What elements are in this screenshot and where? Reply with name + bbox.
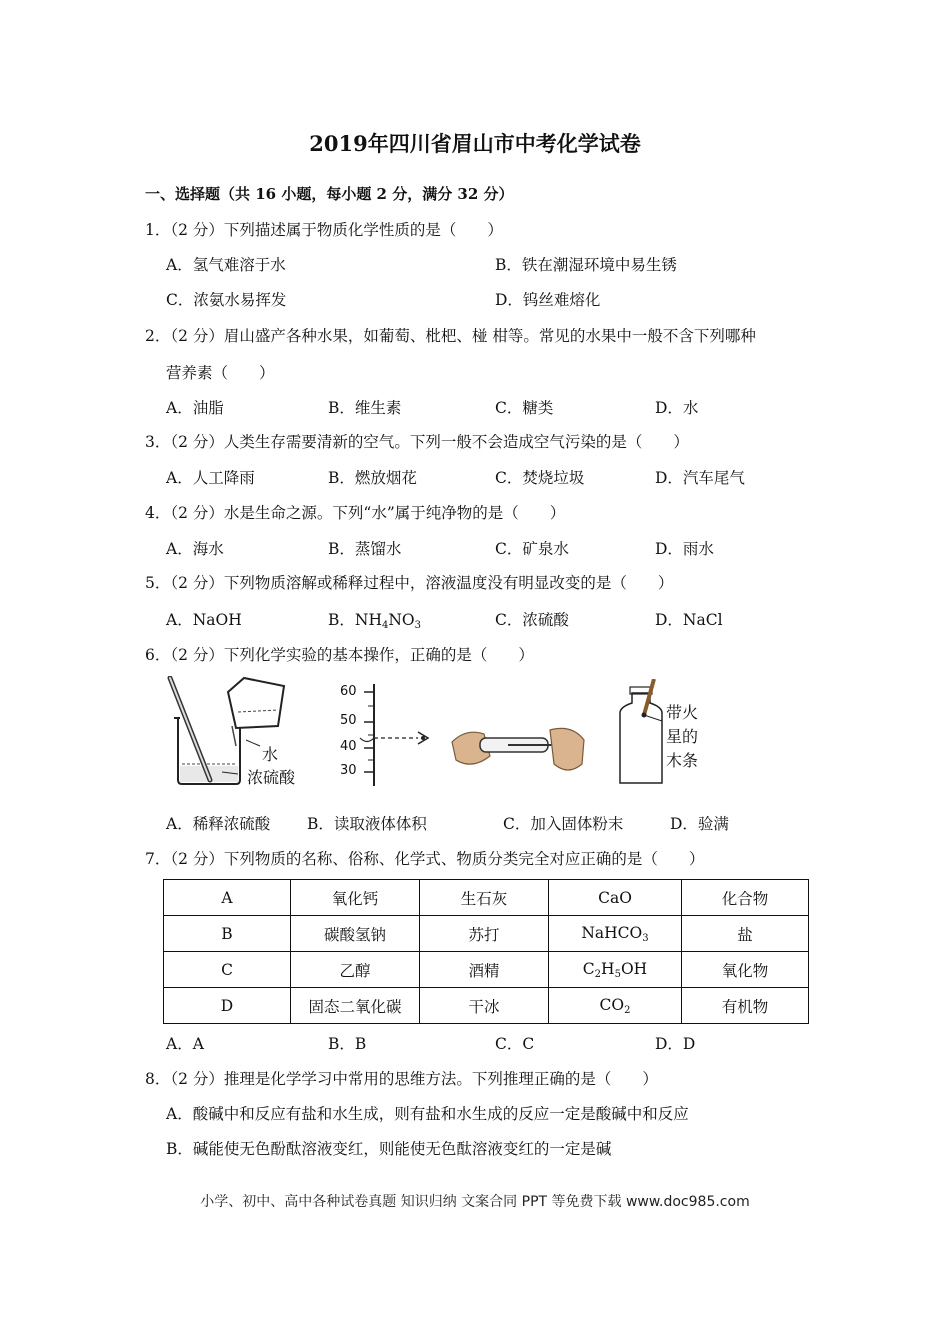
q8-option-b: B．碱能使无色酚酞溶液变红，则能使无色酞溶液变红的一定是碱 [166,1140,612,1158]
q6-option-c: C．加入固体粉末 [503,815,624,833]
q3-option-c: C．焚烧垃圾 [495,469,585,487]
q4-option-a: A．海水 [166,540,224,558]
fig-b-tick-40: 40 [340,739,357,754]
q5-option-c: C．浓硫酸 [495,611,569,629]
q7-option-c: C．C [495,1035,535,1053]
q1-option-a: A．氢气难溶于水 [166,256,286,274]
table-row [164,952,809,988]
table-cell: A [164,880,291,916]
page-title: 2019年四川省眉山市中考化学试卷 [309,131,641,156]
q8-option-a: A．酸碱中和反应有盐和水生成，则有盐和水生成的反应一定是酸碱中和反应 [166,1105,689,1123]
question-7-stem: 7．（2 分）下列物质的名称、俗称、化学式、物质分类完全对应正确的是（ ） [145,850,705,868]
section-heading: 一、选择题（共 16 小题，每小题 2 分，满分 32 分） [145,185,514,203]
table-cell: $C_2H_5OH$ [549,952,682,988]
question-8-stem: 8．（2 分）推理是化学学习中常用的思维方法。下列推理正确的是（ ） [145,1070,658,1088]
table-cell: C [164,952,291,988]
page-footer: 小学、初中、高中各种试卷真题 知识归纳 文案合同 PPT 等免费下载 www.doc985.com [200,1194,750,1210]
q3-option-a: A．人工降雨 [166,469,255,487]
q2-option-a: A．油脂 [166,399,224,417]
question-3-stem: 3．（2 分）人类生存需要清新的空气。下列一般不会造成空气污染的是（ ） [145,433,689,451]
fig-b-tick-60: 60 [340,684,357,699]
table-row [164,988,809,1024]
fig-a-acid-label: 浓硫酸 [247,768,296,787]
q2-option-b: B．维生素 [328,399,402,417]
q4-option-d: D．雨水 [655,540,714,558]
table-cell: B [164,916,291,952]
figure-full-test [610,679,668,785]
table-cell: 化合物 [682,880,809,916]
question-2-stem: 2．（2 分）眉山盛产各种水果，如葡萄、枇杷、椪 柑等。常见的水果中一般不含下列哪种 [145,327,756,345]
table-cell: 生石灰 [420,880,549,916]
q4-option-c: C．矿泉水 [495,540,569,558]
q5-option-b: B．$NH_4NO_3$ [328,611,422,631]
table-cell: 氧化物 [682,952,809,988]
table-cell: D [164,988,291,1024]
q4-option-b: B．蒸馏水 [328,540,402,558]
question-1-stem: 1．（2 分）下列描述属于物质化学性质的是（ ） [145,221,503,239]
q1-option-c: C．浓氨水易挥发 [166,291,287,309]
fig-b-tick-30: 30 [340,763,357,778]
q2-option-c: C．糖类 [495,399,554,417]
q5-option-a: A．NaOH [166,611,242,629]
q7-option-a: A．A [166,1035,204,1053]
q6-option-b: B．读取液体体积 [307,815,427,833]
table-cell: 碳酸氢钠 [291,916,420,952]
q1-option-d: D．钨丝难熔化 [495,291,601,309]
q3-option-d: D．汽车尾气 [655,469,745,487]
table-cell: 有机物 [682,988,809,1024]
fig-d-label-2: 星的 [666,727,699,746]
q5-option-d: D．NaCl [655,611,723,629]
question-6-stem: 6．（2 分）下列化学实验的基本操作，正确的是（ ） [145,646,534,664]
question-5-stem: 5．（2 分）下列物质溶解或稀释过程中，溶液温度没有明显改变的是（ ） [145,574,674,592]
table-cell: 乙醇 [291,952,420,988]
table-cell: CaO [549,880,682,916]
fig-d-label-1: 带火 [666,703,699,722]
table-cell: 固态二氧化碳 [291,988,420,1024]
table-row [164,916,809,952]
q6-option-a: A．稀释浓硫酸 [166,815,271,833]
question-7-table [163,879,809,1024]
table-cell: 苏打 [420,916,549,952]
q7-option-d: D．D [655,1035,696,1053]
question-4-stem: 4．（2 分）水是生命之源。下列“水”属于纯净物的是（ ） [145,504,566,522]
table-cell: NaHCO$_3$ [549,916,682,952]
table-cell: 酒精 [420,952,549,988]
question-2-stem-cont: 营养素（ ） [166,364,275,382]
table-cell: $CO_2$ [549,988,682,1024]
table-row [164,880,809,916]
figure-add-powder [450,720,590,786]
q3-option-b: B．燃放烟花 [328,469,417,487]
table-cell: 干冰 [420,988,549,1024]
q2-option-d: D．水 [655,399,699,417]
q7-option-b: B．B [328,1035,367,1053]
fig-d-label-3: 木条 [666,751,699,770]
table-cell: 氧化钙 [291,880,420,916]
table-cell: 盐 [682,916,809,952]
fig-b-tick-50: 50 [340,713,357,728]
q6-option-d: D．验满 [670,815,729,833]
fig-a-water-label: 水 [262,745,279,764]
q1-option-b: B．铁在潮湿环境中易生锈 [495,256,677,274]
